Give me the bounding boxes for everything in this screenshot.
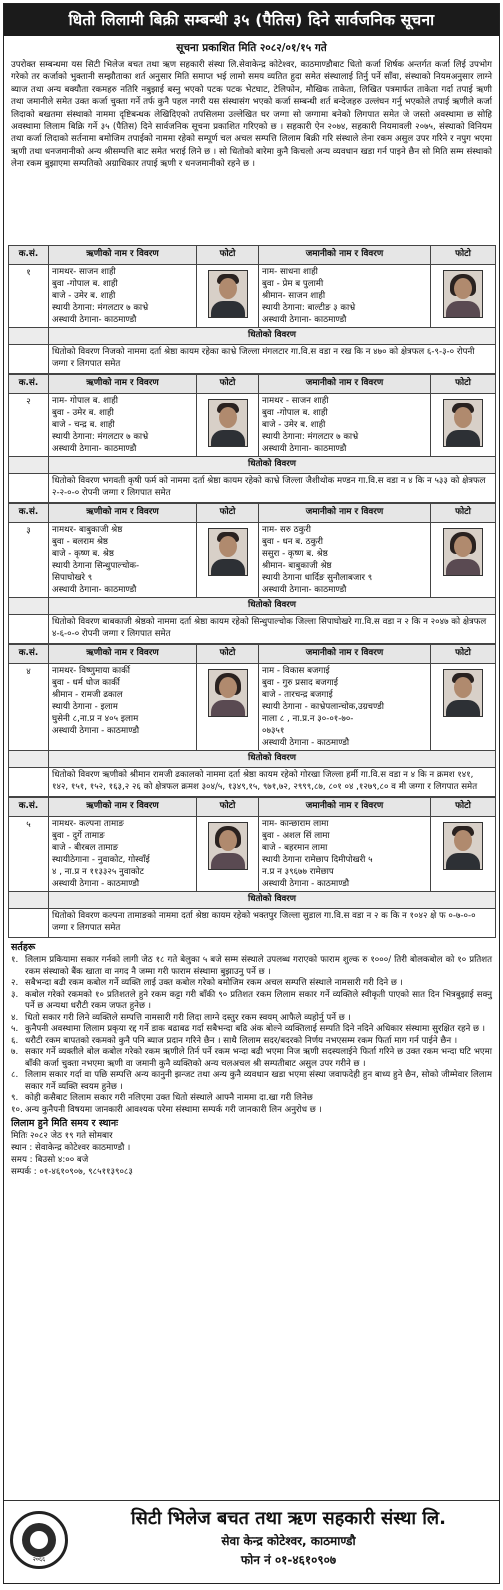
cooperative-logo-icon: [10, 1511, 68, 1569]
guarantor-details: [259, 817, 431, 892]
col-guarantor: जमानीको नाम र विवरण: [259, 375, 431, 394]
term-number: ८.: [11, 1070, 19, 1080]
detail-line: स्थायी ठेगाना - इलाम: [52, 702, 118, 712]
term-item: [11, 1047, 492, 1070]
detail-line: बुवा - धर्म धोज कार्की: [52, 678, 120, 688]
detail-line: नामथर- कल्पना तामाङ: [52, 819, 124, 829]
term-text: कुनैपनी अवस्थामा लिलाम प्रकृया रद्द गर्ने डाक बढाबढ गर्दा सबैभन्दा बढि अंक बोल्ने व्यक्तिलाई सम्पति दिने नदिने अधिकार संस्थामा सुरक्षित रहने छ ।: [25, 1024, 486, 1034]
detail-line: बुवा - अशल सिं लामा: [262, 831, 330, 841]
term-item: [11, 1070, 492, 1093]
person-photo-icon: [443, 669, 483, 717]
loan-table: [8, 374, 496, 503]
detail-line: नामथर- बाबुकाजी श्रेष्ठ: [52, 525, 123, 535]
detail-line: बाजे - बीरबल तामाङ: [52, 843, 119, 853]
term-item: [11, 1105, 492, 1117]
detail-line: नामथर- विष्णुमाया कार्की: [52, 666, 130, 676]
borrower-photo: [197, 523, 259, 598]
term-text: कबोल गरेको रकमको १० प्रतिशतले हुने रकम कट्टा गरी बाँकी ९० प्रतिशत रकम लिलाम सकार गर्ने व्यक्तिले स्वीकृती पाएको सात दिन भित्रबुझाई सक्नु पर्ने छ अन्यथा धरौटी रकम जफत हुनेछ ।: [25, 989, 492, 1011]
collateral-description: धितोको विवरण ऋणीको श्रीमान रामजी ढकालको नाममा दर्ता श्रेष्ठा कायम रहेको गोरखा जिल्ला हर्मी गा.वि.स वडा न ४ कि न क्रमश १४१, १४२, १५१, १५२, १६३,२ २६ को क्षेत्रफल क्रमश ३०४/५, १३४९,१५, ९७१,७२, २९९९,८७, ८०१ ०४ ,१२७९,८० व मी जग्गा र लिगपात समेत: [49, 768, 496, 797]
term-text: कोही कसैबाट लिलाम सकार गरी नलिएमा उक्त धितो संस्थाले आफ्नै नाममा दा.खा गरी लिनेछ: [25, 1093, 313, 1103]
borrower-details: [49, 265, 197, 328]
term-text: सबैभन्दा बढी रकम कबोल गर्ने व्यक्ति लाई उक्त कबोल गरेको बमोजिम रकम अचल सम्पत्ति संस्थाले नामसारी गरी दिने छ ।: [25, 978, 403, 988]
guarantor-photo: [431, 817, 496, 892]
guarantor-photo: [431, 394, 496, 457]
person-photo-icon: [208, 822, 248, 870]
col-guarantor: जमानीको नाम र विवरण: [259, 645, 431, 664]
collateral-description: धितोको विवरण निजको नाममा दर्ता श्रेष्ठा कायम रहेका काभ्रे जिल्ला मंगलटार गा.वि.स वडा न रख कि न ४७० को क्षेत्रफल ६-९-३-० रोपनी जग्गा र लिगपात समेत: [49, 345, 496, 374]
col-sn: क.सं.: [9, 375, 49, 394]
detail-line: स्थायी ठेगाना रामेछाप दिमीपोखरी ५: [262, 855, 373, 865]
intro-paragraph: उपरोक्त सम्बन्धमा यस सिटी भिलेज बचत तथा ऋण सहकारी संस्था लि.सेवाकेन्द्र कोटेश्वर, काठमाण्डौबाट धितो कर्जा शिर्षक अन्तर्गत कर्जा लिई उपभोग गरेको तर कर्जाको भुक्तानी सम्झौताका शर्त अनुसार मिति समाप्त भई लामो समय व्यतित हुदा समेत संस्थालाई तिर्नु पर्ने साँवा, संस्थाको नियमअनुसार लाग्ने ब्याज तथा अन्य बक्यौता रकमहरु नतिरि नबुझाई बस्नु भएको पटक पटक भेटघाट, टेलिफोन, मौखिक ताकेता, लिखित पत्रमार्फत ताकेता गर्दा तपाई ऋणी तथा जमानीले समेत उक्त कर्जा चुक्ता गर्ने तर्फ कुनै पहल नगरी यस संस्थासंग भएको कर्जा सम्बन्धी शर्त बन्देजहरु उल्लंघन गर्नु भएकोले तपाई ऋणीले कर्जा लिदाको बखतमा संस्थाको नाममा दृष्टिबन्धक लेखिदिएको तपसिलमा उल्लेखित घर जग्गा सो जग्गामा बनेको लिगपात समेत जे जस्तो अवस्थामा छ सोहि अवस्थामा लिलाम बिक्रि गर्ने ३५ (पैतिस) दिने सार्वजनिक सूचना प्रकाशित गरिएको छ । सहकारी ऐन २०७४, सहकारी नियमावली २०७५, संस्थाको विनियम तथा कर्जा लिदाको सर्तनामा बमोजिम तपाईको नाममा रहेको सम्पूर्ण चल अचल सम्पत्ति लिलाम बिक्री गरि संस्थाले लेना रकम असुल उपर गरिने र नपुग भएमा ऋणी तथा धनजमानीको अन्य श्रीसम्पत्ति बाट समेत भराई लिने छ । सो धितोको बारेमा कुनै किचलो अन्य व्यवधान खडा गर्न पाइने छैन सो मिति सम्म संस्थाको लेना रकम बुझाएमा सम्पतिको अग्राधिकार तपाई ऋणी र धनजमानीको रहने छ ।: [11, 60, 492, 170]
loan-sn: ३: [9, 523, 49, 598]
detail-line: बुवा - धन ब. ठकुरी: [262, 537, 323, 547]
detail-line: अस्थायी ठेगाना - काठमाण्डौ: [262, 738, 350, 748]
borrower-photo: [197, 394, 259, 457]
person-photo-icon: [208, 270, 248, 318]
org-name: सिटी भिलेज बचत तथा ऋण सहकारी संस्था लि.: [131, 1508, 446, 1529]
term-text: लिलाम प्रकियामा सकार गर्नको लागी जेठ १८ गते बेलुका ५ बजे सम्म संस्थाले उपलब्ध गराएको फाराम शुल्क रु १०००/ तिरी बोलकबोल को १० प्रतिशत रकम संस्थाको बैंक खाता वा नगद नै जम्मा गरी फाराम संस्थामा बुझाउनु पर्ने छ ।: [25, 955, 492, 977]
detail-line: श्रीमान- साजन शाही: [262, 291, 326, 301]
collateral-heading: धितोको विवरण: [49, 598, 496, 615]
loan-sn: २: [9, 394, 49, 457]
col-borrower: ऋणीको नाम र विवरण: [49, 798, 197, 817]
col-photo: फोटो: [431, 504, 496, 523]
detail-line: स्थायी ठेगाना - काभ्रेपलान्चोक,उग्रचण्डी: [262, 702, 384, 712]
detail-line: बाजे - तारचन्द्र बजगाई: [262, 690, 333, 700]
loan-sn: ४: [9, 664, 49, 751]
detail-line: नाम- गोपाल ब. शाही: [52, 396, 118, 406]
col-photo: फोटो: [431, 375, 496, 394]
term-number: ६.: [11, 1035, 19, 1046]
term-number: ४.: [11, 1012, 19, 1023]
loan-sn: १: [9, 265, 49, 328]
term-item: [11, 955, 492, 978]
terms-list: [11, 955, 492, 1116]
term-item: [11, 1036, 492, 1048]
detail-line: स्थायीठेगाना - नुवाकोट, गोस्वाँई: [52, 855, 150, 865]
term-number: १.: [11, 955, 19, 965]
borrower-photo: [197, 664, 259, 751]
term-number: ३.: [11, 989, 19, 1000]
term-item: [11, 978, 492, 990]
detail-line: अस्थायी ठेगाना- काठमाण्डौ: [262, 444, 347, 454]
detail-line: स्थायी ठेगाना: मंगलटार ७ काभ्रे: [52, 432, 149, 442]
terms-heading: सर्तहरू: [11, 942, 36, 953]
notice-page: [3, 3, 500, 1584]
person-photo-icon: [443, 399, 483, 447]
collateral-description: धितोको विवरण भगवती कृषी फर्म को नाममा दर्ता श्रेष्ठा कायम रहेको काभ्रे जिल्ला जैशीथोक मण्डन गा.वि.स वडा न ४ कि न ५३३ को क्षेत्रफल २-२-०-० रोपनी जग्गा र लिगपात समेत: [49, 474, 496, 503]
detail-line: नाम - विकास बजगाई: [262, 666, 330, 676]
term-text: लिलाम सकार गर्दा वा पछि सम्पत्ति अन्य कानुनी झन्जट तथा अन्य कुनै व्यवधान खडा भएमा संस्था जवाफदेही हुन बाध्य हुने छैन, सोको जीम्मेवार लिलाम सकार गर्ने व्यक्ति स्वयम हुनेछ ।: [25, 1070, 492, 1092]
term-item: [11, 1013, 492, 1025]
person-photo-icon: [443, 528, 483, 576]
detail-line: बाजे - कृष्ण ब. श्रेष्ठ: [52, 549, 114, 559]
detail-line: सिपाघोखरे ९: [52, 573, 93, 583]
collateral-heading: धितोको विवरण: [49, 328, 496, 345]
detail-line: अस्थायी ठेगाना- काठमाण्डौ: [52, 444, 137, 454]
col-sn: क.सं.: [9, 798, 49, 817]
col-borrower: ऋणीको नाम र विवरण: [49, 504, 197, 523]
term-text: धितो सकार गरी लिने व्यक्तिले सम्पत्ति नामसारी गरी लिदा लाग्ने दस्तुर रकम स्वयम् आफैले व्यहोर्नु पर्ने छ ।: [25, 1012, 351, 1023]
person-photo-icon: [208, 528, 248, 576]
detail-line: नाम- साधना शाही: [262, 267, 318, 277]
detail-line: बुवा - प्रेम ब पुलामी: [262, 279, 324, 289]
col-photo: फोटो: [197, 375, 259, 394]
col-photo: फोटो: [431, 645, 496, 664]
detail-line: बुवा - दुर्गे तामाङ: [52, 831, 105, 841]
logo-year: २०६६: [32, 1556, 46, 1563]
collateral-heading: धितोको विवरण: [49, 751, 496, 768]
detail-line: नाम- सरु ठकुरी: [262, 525, 311, 535]
term-text: धरौटी रकम बापतको रकमको कुनै पनि ब्याज प्रदान गरिने छैन । साथै लिलाम सदर/बदरको निर्णय नभएसम्म रकम फिर्ता माग गर्न पाईने छैन ।: [25, 1035, 458, 1046]
detail-line: बुवा -गोपाल ब. शाही: [52, 279, 118, 289]
detail-line: अस्थायी ठेगाना- काठमाण्डौ: [52, 585, 137, 595]
person-photo-icon: [208, 399, 248, 447]
detail-line: बाजे - उमेर ब. शाही: [262, 420, 326, 430]
person-photo-icon: [443, 822, 483, 870]
col-guarantor: जमानीको नाम र विवरण: [259, 246, 431, 265]
borrower-details: [49, 664, 197, 751]
col-borrower: ऋणीको नाम र विवरण: [49, 246, 197, 265]
loan-sn: ५: [9, 817, 49, 892]
schedule-heading: लिलाम हुने मिति समय र स्थानः: [11, 1118, 119, 1129]
col-guarantor: जमानीको नाम र विवरण: [259, 798, 431, 817]
term-item: [11, 990, 492, 1013]
col-photo: फोटो: [197, 504, 259, 523]
detail-line: बाजे - बहरमान लामा: [262, 843, 328, 853]
detail-line: श्रीमान - रामजी ढकाल: [52, 690, 123, 700]
col-borrower: ऋणीको नाम र विवरण: [49, 645, 197, 664]
detail-line: स्थायी ठेगाना धार्दिङ सुनौलाबजार ९: [262, 573, 373, 583]
guarantor-details: [259, 394, 431, 457]
collateral-description: धितोको विवरण बाबकाजी श्रेष्ठको नाममा दर्ता श्रेष्ठा कायम रहेको सिन्धुपाल्चोक जिल्ला सिपाघोखरे गा.वि.स वडा न २ कि न २०४७ को क्षेत्रफल ४-६-०-० रोपनी जग्गा र लिगपात समेत: [49, 615, 496, 644]
detail-line: स्थायी ठेगाना: मंगलटार ७ काभ्रे: [52, 303, 149, 313]
detail-line: न.प्र न ३९६७७ रामेछाप: [262, 867, 334, 877]
borrower-photo: [197, 265, 259, 328]
guarantor-photo: [431, 523, 496, 598]
detail-line: ०७३५१: [262, 726, 285, 736]
footer: [4, 1500, 499, 1583]
detail-line: स्थायी ठेगाना: बाल्टीङ ३ काभ्रे: [262, 303, 356, 313]
loan-list: [4, 245, 499, 938]
collateral-heading: धितोको विवरण: [49, 457, 496, 474]
detail-line: नाला ८ , ना.प्र.न ३०-०१-७०-: [262, 714, 354, 724]
term-text: अन्य कुनैपनी विषयमा जानकारी आवश्यक परेमा संस्थामा सम्पर्क गरी जानकारी लिन अनुरोध छ ।: [25, 1104, 322, 1115]
detail-line: स्थायी ठेगाना: मंगलटार ७ काभ्रे: [262, 432, 359, 442]
detail-line: अस्थायी ठेगाना - काठमाण्डौ: [262, 879, 350, 889]
org-phone: फोन नं ०१-४६१०९०७: [240, 1553, 337, 1567]
terms-section: [4, 938, 499, 1116]
detail-line: बुवा - गुरु प्रसाद बजगाई: [262, 678, 338, 688]
detail-line: नामथर- साजन शाही: [52, 267, 116, 277]
schedule-date: मितिः २०८२ जेठ १९ गते सोमबार: [11, 1131, 113, 1141]
schedule-place: स्थान : सेवाकेन्द्र कोटेश्वर काठमाण्डौ ।: [11, 1143, 131, 1153]
org-address: सेवा केन्द्र कोटेश्वर, काठमाण्डौ: [221, 1534, 356, 1548]
term-number: ५.: [11, 1024, 19, 1034]
borrower-details: [49, 817, 197, 892]
loan-table: [8, 644, 496, 797]
detail-line: अस्थायी ठेगाना- काठमाण्डौ: [262, 585, 347, 595]
term-text: सकार गर्ने व्यक्तीले बोल कबोल गरेको रकम ऋणीले तिर्न पर्ने रकम भन्दा बढी भएमा निज ऋणी सदस्यलाईने फिर्ता गरिने छ उक्त रकम भन्दा घटि भएमा बाँकी कर्जा चुक्ता नभएमा ऋणी वा जमानी कुनै व्यक्तिको अन्य चलअचल श्री सम्पतीबाट असुल उपर गरीने छ ।: [25, 1047, 492, 1069]
guarantor-photo: [431, 265, 496, 328]
borrower-details: [49, 523, 197, 598]
term-number: २.: [11, 978, 19, 988]
detail-line: श्रीमान- बाबुकाजी श्रेष्ठ: [262, 561, 332, 571]
detail-line: बाजे - उमेर ब. शाही: [52, 291, 116, 301]
col-sn: क.सं.: [9, 645, 49, 664]
col-sn: क.सं.: [9, 246, 49, 265]
detail-line: बुवा -गोपाल ब. शाही: [262, 408, 328, 418]
loan-table: [8, 503, 496, 644]
guarantor-details: [259, 265, 431, 328]
auction-schedule: [4, 1116, 499, 1178]
loan-table: [8, 245, 496, 374]
collateral-description: धितोको विवरण कल्पना तामाङको नाममा दर्ता श्रेष्ठा कायम रहेको भक्तपुर जिल्ला सुडाल गा.वि.स वडा न २ क कि न १०४२ क्षे फ ०-७-०-० जग्गा र लिगपात समेत: [49, 909, 496, 938]
person-photo-icon: [208, 669, 248, 717]
term-number: ९.: [11, 1093, 19, 1103]
org-block: [82, 1507, 495, 1569]
col-borrower: ऋणीको नाम र विवरण: [49, 375, 197, 394]
schedule-time: समय : बिउसो ४:०० बजे: [11, 1155, 89, 1165]
detail-line: स्थायी ठेगाना सिन्धुपाल्चोक-: [52, 561, 140, 571]
collateral-heading: धितोको विवरण: [49, 892, 496, 909]
term-number: १०.: [11, 1104, 23, 1115]
borrower-details: [49, 394, 197, 457]
detail-line: ४ , ना.प्र न ११३३२५ नुवाकोट: [52, 867, 144, 877]
detail-line: अस्थायी ठेगाना - काठमाण्डौ: [52, 879, 140, 889]
col-guarantor: जमानीको नाम र विवरण: [259, 504, 431, 523]
col-photo: फोटो: [197, 645, 259, 664]
detail-line: अस्थायी ठेगाना - काठमाण्डौ: [52, 726, 140, 736]
guarantor-photo: [431, 664, 496, 751]
detail-line: अस्थायी ठेगाना- काठमाण्डौ: [52, 315, 137, 325]
term-item: [11, 1024, 492, 1036]
term-item: [11, 1093, 492, 1105]
detail-line: बुवा - बलराम श्रेष्ठ: [52, 537, 108, 547]
person-photo-icon: [443, 270, 483, 318]
published-date: सूचना प्रकाशित मिति २०८२/०१/१५ गते: [176, 42, 327, 54]
schedule-contact: सम्पर्क : ०१-४६१०९०७, ९८५११३९०८३: [11, 1167, 133, 1177]
borrower-photo: [197, 817, 259, 892]
col-photo: फोटो: [431, 798, 496, 817]
guarantor-details: [259, 664, 431, 751]
detail-line: नामथर - साजन शाही: [262, 396, 329, 406]
notice-title: धितो लिलामी बिक्री सम्बन्धी ३५ (पैतिस) दिने सार्वजनिक सूचना: [4, 4, 499, 36]
detail-line: घुसेनी ८,ना.प्र न ४०५ इलाम: [52, 714, 139, 724]
col-photo: फोटो: [197, 798, 259, 817]
col-photo: फोटो: [431, 246, 496, 265]
detail-line: ससुरा - कृष्ण ब. श्रेष्ठ: [262, 549, 328, 559]
detail-line: अस्थायी ठेगाना- काठमाण्डौ: [262, 315, 347, 325]
term-number: ७.: [11, 1047, 19, 1057]
detail-line: बाजे - चन्द्र ब. शाही: [52, 420, 115, 430]
loan-table: [8, 797, 496, 938]
detail-line: बुवा - उमेर ब. शाही: [52, 408, 114, 418]
guarantor-details: [259, 523, 431, 598]
col-photo: फोटो: [197, 246, 259, 265]
detail-line: नाम- कान्छाराम लामा: [262, 819, 329, 829]
col-sn: क.सं.: [9, 504, 49, 523]
